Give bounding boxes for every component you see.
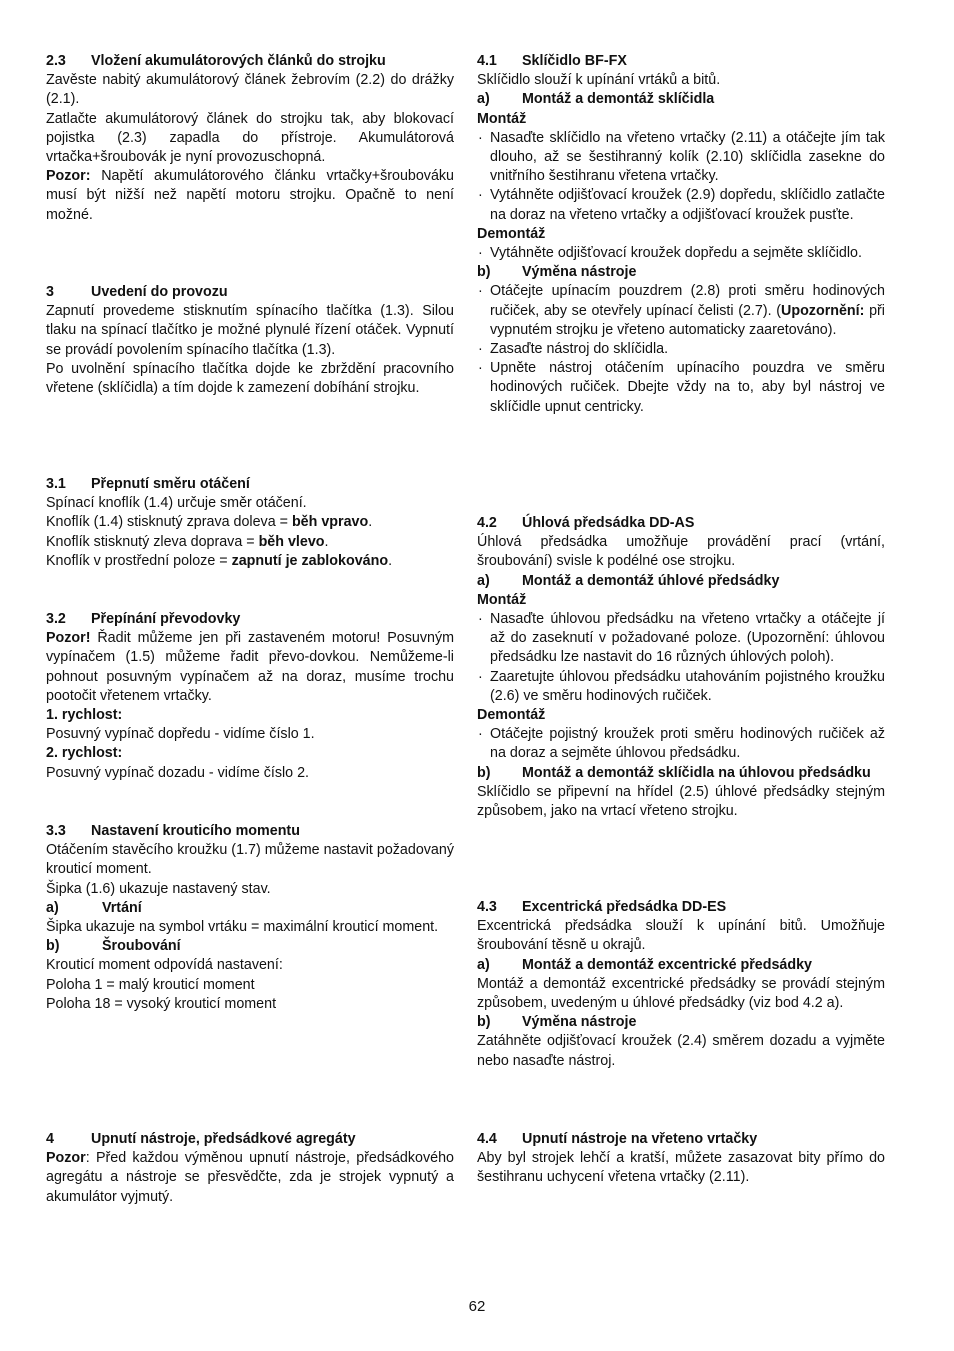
paragraph: Sklíčidlo se připevní na hřídel (2.5) úhlové předsádky stejným způsobem, jako na vrtací vřeteno strojku. [477, 783, 885, 820]
paragraph: Zatáhněte odjišťovací kroužek (2.4) směrem dozadu a vyjměte nebo nasaďte nástroj. [477, 1033, 885, 1069]
paragraph: Úhlová předsádka umožňuje provádění prací (vrtání, šroubování) svisle k podélné ose strojku. [477, 534, 885, 570]
gear-2-heading: 2. rychlost: [46, 745, 123, 762]
section-number: 3.3 [46, 823, 66, 839]
paragraph: Zapnutí provedeme stisknutím spínacího tlačítka (1.3). Silou tlaku na spínací tlačítko je možné plynulé řízení otáček. Vypnutí se provádí povolením spínacího tlačítka (1.3). [46, 303, 454, 358]
montaz-list [477, 610, 885, 706]
section-heading [46, 475, 454, 494]
note-label: Upozornění: [781, 302, 865, 319]
section-heading [477, 514, 885, 533]
section-number: 4.1 [477, 53, 497, 69]
subsection-label: a) [477, 956, 490, 973]
section-title: Přepínání převodovky [91, 611, 241, 627]
section-heading [46, 1130, 454, 1149]
section-number: 3.1 [46, 476, 66, 492]
section-number: 3.2 [46, 611, 66, 627]
page-number: 62 [468, 1298, 486, 1315]
emphasis: běh vlevo [258, 533, 325, 550]
subsection-title: Montáž a demontáž úhlové předsádky [522, 572, 780, 589]
subsection-label: b) [477, 264, 491, 281]
section-title: Sklíčidlo BF-FX [522, 53, 627, 69]
list-item [477, 282, 885, 340]
paragraph: Aby byl strojek lehčí a kratší, můžete zasazovat bity přímo do šestihranu uchycení vřetena vrtačky (2.11). [477, 1150, 885, 1186]
list-item: · Vytáhněte odjišťovací kroužek (2.9) dopředu, sklíčidlo zatlačte na doraz na vřeteno vrtačky a odjišťovací kroužek pusťte. [477, 186, 885, 224]
montaz-list [477, 129, 885, 225]
subsection-heading [477, 1013, 885, 1032]
section-heading [46, 610, 454, 629]
section-number: 2.3 [46, 53, 66, 69]
warning-label: Pozor [46, 1150, 86, 1167]
list-item: · Zasaďte nástroj do sklíčidla. [477, 340, 885, 359]
paragraph: Excentrická předsádka slouží k upínání bitů. Umožňuje šroubování těsně u okrajů. [477, 918, 885, 954]
paragraph: Poloha 18 = vysoký krouticí moment [46, 995, 277, 1012]
section-4-1 [477, 52, 885, 417]
list-item: · Upněte nástroj otáčením upínacího pouzdra ve směru hodinových ručiček. Dbejte vždy na to, aby byl nástroj ve sklíčidle upnut centricky. [477, 359, 885, 417]
section-heading [477, 52, 885, 71]
section-number: 4.4 [477, 1131, 497, 1147]
section-3-1 [46, 475, 454, 571]
subsection-label: b) [46, 938, 60, 955]
paragraph: Otáčením stavěcího kroužku (1.7) můžeme nastavit požadovaný krouticí moment. [46, 842, 454, 878]
warning-paragraph [46, 167, 454, 225]
section-title: Úhlová předsádka DD-AS [522, 515, 695, 531]
section-heading [477, 1130, 885, 1149]
section-title: Přepnutí směru otáčení [91, 476, 250, 492]
demontaz-list [477, 244, 885, 263]
section-number: 4 [46, 1131, 54, 1147]
section-4-4 [477, 1130, 885, 1188]
paragraph: Zatlačte akumulátorový článek do strojku tak, aby blokovací pojistka (2.3) zapadla do přístroje. Akumulátorová vrtačka+šroubovák je nyní provozuschopná. [46, 110, 454, 166]
section-heading [46, 822, 454, 841]
subsection-heading [477, 90, 885, 109]
paragraph: Po uvolnění spínacího tlačítka dojde ke zbrždění pracovního vřetene (sklíčidla) a tím dojde k zamezení dobíhání strojku. [46, 360, 454, 397]
section-title: Excentrická předsádka DD-ES [522, 899, 727, 915]
text: Knoflík (1.4) stisknutý zprava doleva = [46, 514, 292, 531]
subsection-label: b) [477, 764, 491, 781]
montaz-heading: Montáž [477, 591, 527, 608]
paragraph: Zavěste nabitý akumulátorový článek žebrovím (2.2) do drážky (2.1). [46, 72, 454, 108]
section-title: Upnutí nástroje, předsádkové agregáty [91, 1131, 356, 1147]
section-4-2 [477, 514, 885, 821]
section-4 [46, 1130, 454, 1207]
list-item: · Nasaďte sklíčidlo na vřeteno vrtačky (2.11) a otáčejte jím tak dlouho, až se šestihranný kolík (2.10) sklíčidla zasekne do vnitřního šestihranu vřetena vrtačky. [477, 129, 885, 187]
section-heading [46, 283, 454, 302]
text: Knoflík stisknutý zleva doprava = [46, 533, 259, 550]
subsection-heading [477, 572, 885, 591]
subsection-title: Montáž a demontáž excentrické předsádky [522, 956, 813, 973]
text: Knoflík v prostřední poloze = [46, 552, 232, 569]
list-item: · Vytáhněte odjišťovací kroužek dopředu a sejměte sklíčidlo. [477, 244, 885, 263]
subsection-heading [477, 764, 885, 783]
demontaz-heading: Demontáž [477, 225, 546, 242]
text: Otáčejte upínacím pouzdrem (2.8) proti směru hodinových ručiček, aby se otevřely upínací čelisti (2.7). ( [490, 283, 885, 319]
list-item: · Zaaretujte úhlovou předsádku utahováním pojistného kroužku (2.6) ve směru hodinových ručiček. [477, 668, 885, 706]
warning-label: Pozor! [46, 630, 91, 647]
subsection-heading [46, 937, 454, 956]
section-3-2 [46, 610, 454, 783]
section-title: Upnutí nástroje na vřeteno vrtačky [522, 1131, 758, 1147]
paragraph: Posuvný vypínač dopředu - vidíme číslo 1. [46, 726, 315, 743]
warning-label: Pozor: [46, 168, 91, 185]
subsection-title: Šroubování [102, 938, 181, 955]
section-4-3 [477, 898, 885, 1071]
emphasis: zapnutí je zablokováno [231, 552, 389, 569]
paragraph [46, 513, 454, 532]
demontaz-heading: Demontáž [477, 707, 546, 724]
subsection-title: Montáž a demontáž sklíčidla [522, 91, 715, 108]
warning-text: : Před každou výměnou upnutí nástroje, předsádkového agregátu a nástroje se přesvědčte, zda je strojek vypnutý a akumulátor vyjmutý. [46, 1150, 454, 1205]
gear-1-heading: 1. rychlost: [46, 707, 123, 724]
text: . [324, 533, 329, 550]
warning-text: Řadit můžeme jen při zastaveném motoru! Posuvným vypínačem (1.5) můžeme řadit převo-dovkou. Nemůžeme-li pohnout posuvným vypínačem až na doraz, musíme trochu pootočit vřetenem vrtačky. [46, 630, 454, 704]
section-2-3 [46, 52, 454, 225]
subsection-title: Výměna nástroje [522, 1014, 637, 1031]
subsection-title: Vrtání [102, 899, 142, 916]
list-item: · Otáčejte pojistný kroužek proti směru hodinových ručiček až na doraz a sejměte úhlovou předsádku. [477, 725, 885, 763]
paragraph [46, 552, 454, 571]
subsection-label: a) [477, 91, 490, 108]
section-number: 4.3 [477, 899, 497, 915]
subsection-label: b) [477, 1014, 491, 1031]
montaz-heading: Montáž [477, 110, 527, 127]
text: . [368, 514, 373, 531]
paragraph: Spínací knoflík (1.4) určuje směr otáčení. [46, 495, 307, 512]
demontaz-list [477, 725, 885, 763]
tool-change-list [477, 282, 885, 416]
section-3 [46, 283, 454, 398]
section-number: 4.2 [477, 515, 497, 531]
text: při vypnutém strojku je vřeteno automaticky zaaretováno). [490, 302, 885, 338]
paragraph: Šipka (1.6) ukazuje nastavený stav. [46, 880, 271, 897]
paragraph: Krouticí moment odpovídá nastavení: [46, 957, 283, 974]
section-title: Vložení akumulátorových článků do strojku [91, 53, 386, 69]
subsection-heading [477, 263, 885, 282]
subsection-heading [477, 956, 885, 975]
subsection-title: Výměna nástroje [522, 264, 637, 281]
paragraph [46, 533, 454, 552]
subsection-title: Montáž a demontáž sklíčidla na úhlovou předsádku [522, 764, 871, 781]
warning-text: Napětí akumulátorového článku vrtačky+šroubováku musí být nižší než napětí motoru strojku. Opačně to není možné. [46, 168, 454, 223]
emphasis: běh vpravo [291, 514, 369, 531]
section-3-3 [46, 822, 454, 1014]
section-title: Uvedení do provozu [91, 284, 228, 300]
paragraph: Šipka ukazuje na symbol vrtáku = maximální krouticí moment. [46, 919, 439, 936]
paragraph: Sklíčidlo slouží k upínání vrtáků a bitů. [477, 72, 721, 89]
list-item: · Nasaďte úhlovou předsádku na vřeteno vrtačky a otáčejte jí až do zaseknutí v požadované poloze. (Upozornění: úhlovou předsádku lze nastavit do 16 různých úhlových poloh). [477, 610, 885, 668]
text: . [388, 552, 393, 569]
subsection-label: a) [46, 899, 59, 916]
paragraph: Montáž a demontáž excentrické předsádky se provádí stejným způsobem, uvedeným u úhlové předsádky (viz bod 4.2 a). [477, 975, 885, 1012]
warning-paragraph [46, 1149, 454, 1207]
section-heading [46, 52, 454, 71]
section-number: 3 [46, 284, 54, 300]
paragraph: Posuvný vypínač dozadu - vidíme číslo 2. [46, 764, 310, 781]
subsection-heading [46, 899, 454, 918]
paragraph: Poloha 1 = malý krouticí moment [46, 976, 255, 993]
subsection-label: a) [477, 572, 490, 589]
section-title: Nastavení krouticího momentu [91, 823, 300, 839]
section-heading [477, 898, 885, 917]
warning-paragraph [46, 629, 454, 706]
